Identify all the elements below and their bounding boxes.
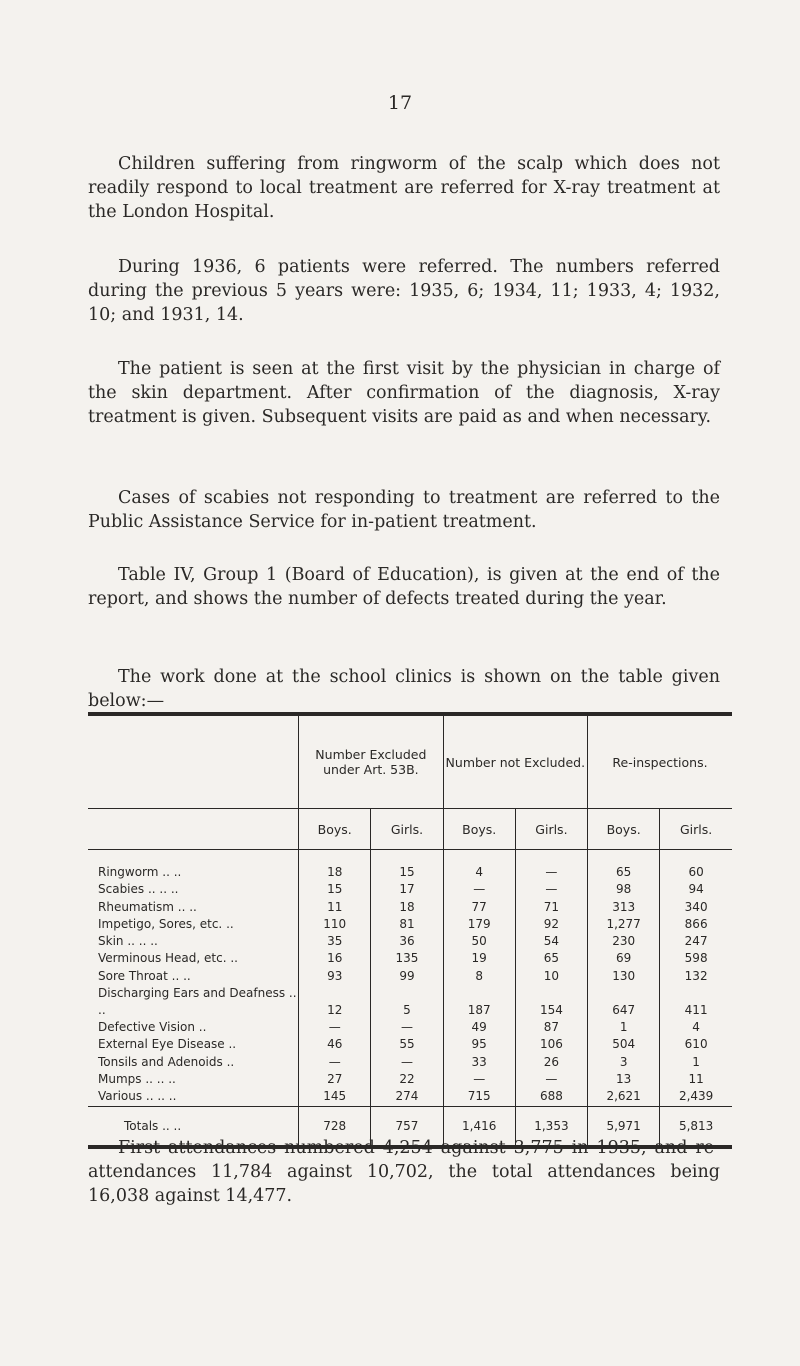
table-cell: 179 (443, 916, 515, 933)
table-cell: 504 (588, 1036, 660, 1053)
table-cell: 65 (515, 950, 587, 967)
table-cell: 99 (371, 968, 443, 985)
table-cell: 92 (515, 916, 587, 933)
totals-cell: 728 (299, 1106, 371, 1147)
subheader-reinspections-boys: Boys. (588, 809, 660, 850)
table-body (88, 864, 732, 1106)
table-cell: 50 (443, 933, 515, 950)
table-cell: 12 (299, 985, 371, 1019)
table-cell: 3 (588, 1054, 660, 1071)
subheader-blank (88, 809, 299, 850)
table-cell: — (371, 1019, 443, 1036)
table-cell: 130 (588, 968, 660, 985)
table-row (88, 916, 732, 933)
paragraph-table-iv: Table IV, Group 1 (Board of Education), is given at the end of the report, and shows the number of defects treated during the year. (88, 565, 720, 609)
table-cell: 230 (588, 933, 660, 950)
table-cell: 65 (588, 864, 660, 881)
row-label: Various .. .. .. (98, 1089, 177, 1104)
table-cell: 11 (660, 1071, 732, 1088)
table-row (88, 985, 732, 1019)
paragraph-ringworm-referral: Children suffering from ringworm of the scalp which does not readily respond to local treatment are referred for X-ray treatment at the London Hospital. (88, 154, 720, 222)
table-row (88, 864, 732, 881)
table-cell: 36 (371, 933, 443, 950)
table-cell: 1 (588, 1019, 660, 1036)
table-cell: 135 (371, 950, 443, 967)
table-cell: 18 (371, 899, 443, 916)
row-label: Sore Throat .. .. (98, 968, 191, 983)
table-cell: 647 (588, 985, 660, 1019)
totals-cell: 757 (371, 1106, 443, 1147)
row-label: Impetigo, Sores, etc. .. (98, 916, 234, 931)
row-label: Mumps .. .. .. (98, 1071, 176, 1086)
table-row (88, 899, 732, 916)
table-cell: 87 (515, 1019, 587, 1036)
table-cell: 1,277 (588, 916, 660, 933)
page-number: 17 (387, 92, 413, 114)
table-cell: 145 (299, 1088, 371, 1106)
table-row (88, 1036, 732, 1053)
table-cell: 46 (299, 1036, 371, 1053)
table-row (88, 1071, 732, 1088)
table-cell: 4 (660, 1019, 732, 1036)
row-label: External Eye Disease .. (98, 1037, 237, 1052)
table-cell: 77 (443, 899, 515, 916)
table-cell: 313 (588, 899, 660, 916)
row-label: Verminous Head, etc. .. (98, 951, 238, 966)
subheader-reinspections-girls: Girls. (660, 809, 732, 850)
table-cell: 187 (443, 985, 515, 1019)
table-cell: 69 (588, 950, 660, 967)
table-cell: 95 (443, 1036, 515, 1053)
table-cell: 688 (515, 1088, 587, 1106)
table-row (88, 933, 732, 950)
table-cell: 16 (299, 950, 371, 967)
table-cell: 13 (588, 1071, 660, 1088)
table-cell: 1 (660, 1054, 732, 1071)
table-cell: 154 (515, 985, 587, 1019)
table-cell: 22 (371, 1071, 443, 1088)
table-cell: — (443, 1071, 515, 1088)
header-excluded: Number Excluded under Art. 53B. (299, 716, 443, 809)
table-cell: — (299, 1019, 371, 1036)
table-cell: 5 (371, 985, 443, 1019)
table-row (88, 950, 732, 967)
table-cell: 27 (299, 1071, 371, 1088)
table-row (88, 1054, 732, 1071)
table-cell: 55 (371, 1036, 443, 1053)
table-cell: — (371, 1054, 443, 1071)
table-cell: 110 (299, 916, 371, 933)
table-cell: 715 (443, 1088, 515, 1106)
table-cell: 2,439 (660, 1088, 732, 1106)
totals-cell: 1,416 (443, 1106, 515, 1147)
table-row (88, 1088, 732, 1106)
table-cell: 15 (299, 881, 371, 898)
paragraph-work-done: The work done at the school clinics is shown on the table given below:— (88, 667, 720, 711)
table-cell: 106 (515, 1036, 587, 1053)
table-cell: 71 (515, 899, 587, 916)
table-cell: 81 (371, 916, 443, 933)
table-cell: 35 (299, 933, 371, 950)
table-cell: 94 (660, 881, 732, 898)
table-cell: 93 (299, 968, 371, 985)
table-cell: 98 (588, 881, 660, 898)
table-cell: — (443, 881, 515, 898)
table-cell: 4 (443, 864, 515, 881)
table-row (88, 968, 732, 985)
table-cell: 598 (660, 950, 732, 967)
row-label: Discharging Ears and Deafness .. .. (98, 986, 297, 1018)
paragraph-referral-numbers: During 1936, 6 patients were referred. The numbers referred during the previous 5 years were: 1935, 6; 1934, 11; 1933, 4; 1932, 10; and 1931, 14. (88, 257, 720, 325)
table-cell: 33 (443, 1054, 515, 1071)
table-cell: 610 (660, 1036, 732, 1053)
table-cell: 340 (660, 899, 732, 916)
table-row (88, 881, 732, 898)
table-cell: 8 (443, 968, 515, 985)
subheader-excluded-girls: Girls. (371, 809, 443, 850)
table-cell: — (515, 864, 587, 881)
table-cell: 2,621 (588, 1088, 660, 1106)
totals-cell: 5,971 (588, 1106, 660, 1147)
table-cell: 19 (443, 950, 515, 967)
table-cell: 17 (371, 881, 443, 898)
row-label: Skin .. .. .. (98, 934, 158, 949)
row-label: Scabies .. .. .. (98, 882, 179, 897)
clinic-work-table (88, 712, 732, 1149)
totals-cell: 1,353 (515, 1106, 587, 1147)
paragraph-scabies: Cases of scabies not responding to treatment are referred to the Public Assistance Service for in-patient treatment. (88, 488, 720, 532)
header-not-excluded: Number not Excluded. (443, 716, 587, 809)
totals-label: Totals .. .. (88, 1106, 299, 1147)
table-cell: 26 (515, 1054, 587, 1071)
table-cell: 49 (443, 1019, 515, 1036)
table-cell: 18 (299, 864, 371, 881)
table-cell: 411 (660, 985, 732, 1019)
table-cell: 60 (660, 864, 732, 881)
table-cell: 132 (660, 968, 732, 985)
totals-cell: 5,813 (660, 1106, 732, 1147)
table-cell: 15 (371, 864, 443, 881)
paragraph-patient-visits: The patient is seen at the first visit by the physician in charge of the skin department. After confirmation of the diagnosis, X-ray treatment is given. Subsequent visits are paid as and when necessary. (88, 359, 720, 427)
table-cell: 274 (371, 1088, 443, 1106)
header-blank (88, 716, 299, 809)
table-cell: — (515, 881, 587, 898)
table-cell: — (299, 1054, 371, 1071)
row-label: Ringworm .. .. (98, 865, 182, 879)
table-cell: 11 (299, 899, 371, 916)
table-row (88, 1019, 732, 1036)
table-cell: 54 (515, 933, 587, 950)
table-cell: 866 (660, 916, 732, 933)
subheader-not-excluded-girls: Girls. (515, 809, 587, 850)
table-cell: 10 (515, 968, 587, 985)
subheader-not-excluded-boys: Boys. (443, 809, 515, 850)
row-label: Defective Vision .. (98, 1020, 207, 1035)
table-cell: 247 (660, 933, 732, 950)
row-label: Rheumatism .. .. (98, 899, 197, 914)
row-label: Tonsils and Adenoids .. (98, 1054, 235, 1069)
table-cell: — (515, 1071, 587, 1088)
header-reinspections: Re-inspections. (588, 716, 732, 809)
subheader-excluded-boys: Boys. (299, 809, 371, 850)
paragraph-attendances: First attendances numbered 4,254 against 3,775 in 1935, and re-attendances 11,784 against 10,702, the total attendances being 16,038 against 14,477. (88, 1138, 720, 1206)
